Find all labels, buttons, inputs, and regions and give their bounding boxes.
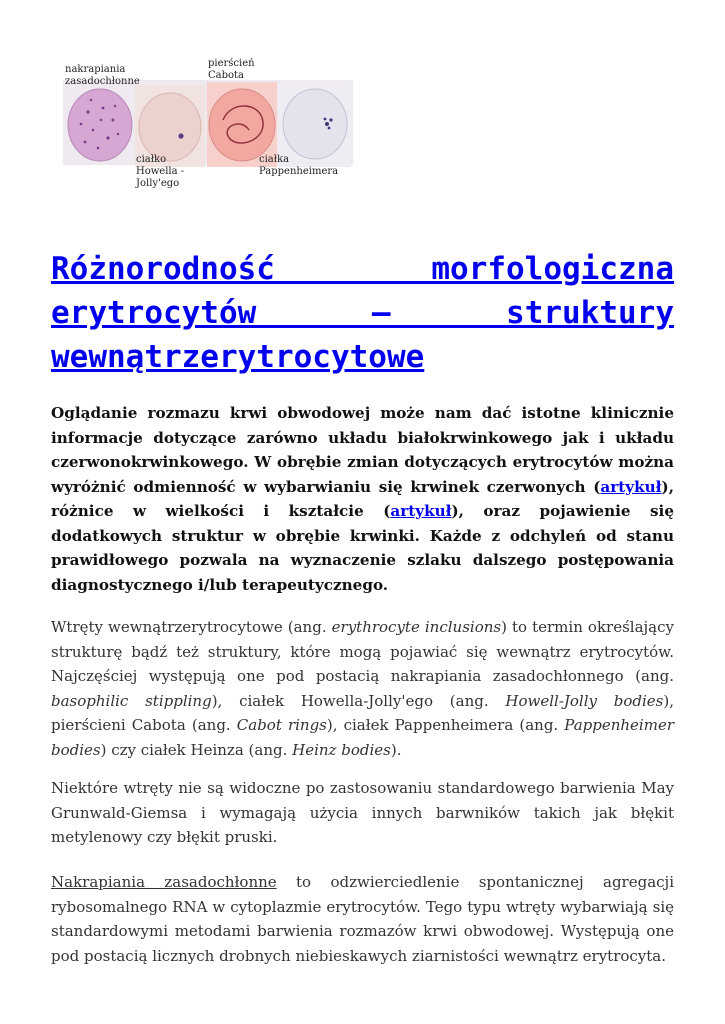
- article-link-staining[interactable]: artykuł: [600, 477, 662, 496]
- term-cabot-rings: Cabot rings: [236, 716, 327, 734]
- lead-text-3: ), oraz pojawienie się dodatkowych struktur w obrębie krwinki. Każde z odchyleń od stanu prawidłowego pozwala na wyznaczenie szlaku dalszego postępowania diagnostycznego i/lub terapeutycznego.: [51, 502, 674, 594]
- lead-text-1: Oglądanie rozmazu krwi obwodowej może nam dać istotne klinicznie informacje dotyczące zarówno układu białokrwinkowego jak i układu czerwonokrwinkowego. W obrębie zmian dotyczących erytrocytów można wyróżnić odmienność w wybarwianiu się krwinek czerwonych (: [51, 404, 674, 496]
- caption-basophilic-stippling: nakrapiania zasadochłonne: [65, 64, 140, 87]
- p1-text-2: ) to termin określający strukturę bądź też struktury, które mogą pojawiać się wewnątrz erytrocytów. Najczęściej występują one pod postacią nakrapiania zasadochłonnego (ang.: [51, 618, 674, 685]
- term-pappenheimer: Pappenheimer bodies: [51, 716, 674, 759]
- p3-text: to odzwierciedlenie spontanicznej agregacji rybosomalnego RNA w cytoplazmie erytrocytów. Tego typu wtręty wybarwiają się standardowymi metodami barwienia rozmazów krwi obwodowej. Występują one pod postacią licznych drobnych niebieskawych ziarnistości wewnątrz erytrocyta.: [51, 873, 674, 965]
- term-howell-jolly: Howell-Jolly bodies: [505, 691, 664, 710]
- article-title-link[interactable]: Różnorodność morfologiczna erytrocytów — struktury wewnątrzerytrocytowe: [51, 251, 674, 375]
- p1-text-1: Wtręty wewnątrzerytrocytowe (ang.: [51, 618, 332, 636]
- term-heinz: Heinz bodies: [292, 740, 391, 759]
- lead-paragraph: [51, 401, 674, 597]
- paragraph-inclusions: [51, 615, 674, 762]
- p1-text-5: ), ciałek Pappenheimera (ang.: [326, 716, 565, 734]
- term-erythrocyte-inclusions: erythrocyte inclusions: [331, 618, 502, 636]
- term-basophilic-stippling: basophilic stippling: [51, 691, 212, 710]
- article-link-size-shape[interactable]: artykuł: [390, 502, 452, 520]
- lead-text-2: ), różnice w wielkości i kształcie (: [51, 477, 674, 520]
- caption-pappenheimer-bodies: ciałka Pappenheimera: [259, 154, 339, 177]
- term-basophilic-stippling-underlined: Nakrapiania zasadochłonne: [51, 873, 277, 891]
- paragraph-basophilic-stippling: [51, 870, 674, 968]
- p1-text-6: ) czy ciałek Heinza (ang.: [100, 740, 293, 759]
- caption-howell-jolly-body: ciałko Howella - Jolly'ego: [136, 154, 185, 189]
- caption-cabot-ring: pierścień Cabota: [208, 58, 255, 81]
- paragraph-staining: Niektóre wtręty nie są widoczne po zastosowaniu standardowego barwienia May Grunwald-Giemsa i wymagają użycia innych barwników takich jak błękit metylenowy czy błękit pruski.: [51, 779, 674, 846]
- p1-text-7: ).: [390, 740, 402, 759]
- article-title: [51, 247, 674, 379]
- p1-text-4: ), pierścieni Cabota (ang.: [51, 691, 674, 734]
- erythrocyte-inclusions-figure: [63, 50, 363, 210]
- p1-text-3: ), ciałek Howella-Jolly'ego (ang.: [211, 691, 506, 710]
